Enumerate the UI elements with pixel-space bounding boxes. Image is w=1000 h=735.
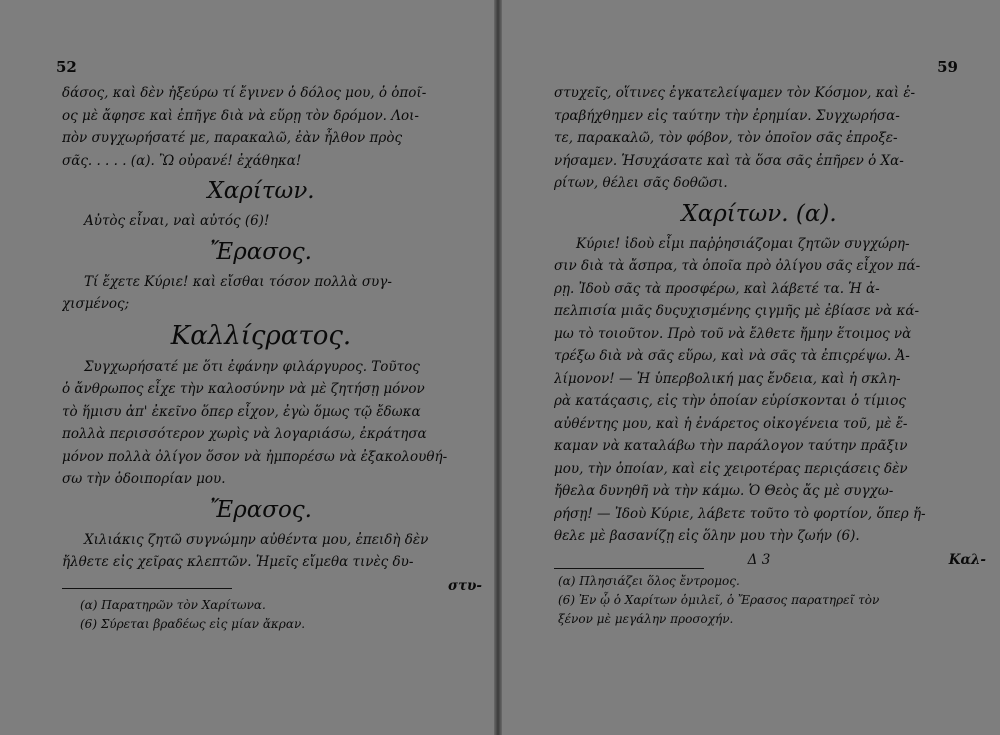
text-line: Συγχωρήσατέ με ὅτι ἐφάνην φιλάργυρος. Τοῦτος — [84, 358, 420, 375]
text-line: πελπισία μιᾶς δυςυχισμένης ςιγμῆς μὲ ἐβίασε νὰ κά- — [554, 303, 920, 319]
right-page — [502, 0, 1000, 735]
footnote-rule — [554, 568, 704, 569]
footnotes — [558, 572, 968, 629]
footnotes — [80, 596, 460, 634]
text-line: Τί ἔχετε Κύριε! καὶ εἴσθαι τόσον πολλὰ συγ- — [84, 273, 392, 290]
speaker-heading: Ἔρασος. — [210, 496, 312, 523]
text-line: καμαν νὰ καταλάβω τὴν παράλογον ταύτην πρᾶξιν — [554, 438, 908, 454]
speaker-heading: Χαρίτων. — [207, 178, 315, 204]
footnote: (α) Πλησιάζει ὅλος ἔντρομος. — [558, 574, 740, 588]
text-line: ρῃ. Ἰδοὺ σᾶς τὰ προσφέρω, καὶ λάβετέ τα. Ἡ ἀ- — [554, 280, 880, 297]
footnote: (6) Ἐν ᾧ ὁ Χαρίτων ὁμιλεῖ, ὁ Ἔρασος παρατηρεῖ τὸν — [558, 593, 880, 607]
speaker-heading: Καλλίςρατος. — [170, 320, 352, 351]
text-line: μω τὸ τοιοῦτον. Πρὸ τοῦ νὰ ἔλθετε ἤμην ἕτοιμος νὰ — [554, 325, 912, 342]
text-line: τραβήχθημεν εἰς ταύτην τὴν ἐρημίαν. Συγχωρήσα- — [554, 107, 900, 124]
left-page — [0, 0, 494, 735]
text-line: τρέξω διὰ νὰ σᾶς εὕρω, καὶ νὰ σᾶς τὰ ἐπιςρέψω. Ἀ- — [554, 348, 910, 364]
text-line: ρίτων, θέλει σᾶς δοθῶσι. — [554, 175, 728, 191]
text-line: τε, παρακαλῶ, τὸν φόβον, τὸν ὁποῖον σᾶς ἐπροξε- — [554, 130, 898, 146]
text-line: λίμονον! — Ἡ ὑπερβολική μας ἔνδεια, καὶ ἡ σκλη- — [554, 370, 901, 387]
text-line: χισμένος; — [62, 296, 130, 312]
page-text — [62, 82, 482, 598]
footnote-rule — [62, 588, 232, 589]
page-text — [554, 82, 986, 572]
text-line: ος μὲ ἄφησε καὶ ἐπῆγε διὰ νὰ εὕρῃ τὸν δρόμον. Λοι- — [62, 107, 419, 124]
text-line: νήσαμεν. Ἡσυχάσατε καὶ τὰ ὅσα σᾶς ἐπῆρεν ὁ Χα- — [554, 152, 904, 169]
page-number: 59 — [937, 58, 958, 76]
text-line: ὁ ἄνθρωπος εἶχε τὴν καλοσύνην νὰ μὲ ζητήσῃ μόνον — [62, 381, 425, 397]
text-line: αὐθέντης μου, καὶ ἡ ἐνάρετος οἰκογένεια τοῦ, μὲ ἔ- — [554, 415, 908, 432]
text-line: ἤθελα δυνηθῆ νὰ τὴν κάμω. Ὁ Θεὸς ἄς μὲ συγχω- — [554, 483, 894, 499]
text-line: σιν διὰ τὰ ἄσπρα, τὰ ὁποῖα πρὸ ὀλίγου σᾶς εἶχον πά- — [554, 258, 921, 274]
speaker-heading: Ἔρασος. — [210, 238, 312, 265]
speaker-heading: Χαρίτων. (α). — [681, 200, 837, 227]
text-line: θελε μὲ βασανίζῃ εἰς ὅλην μου τὴν ζωήν (6). — [554, 528, 860, 544]
text-line: μου, τὴν ὁποίαν, καὶ εἰς χειροτέρας περιςάσεις δὲν — [554, 460, 908, 477]
signature-mark: Δ 3 — [747, 551, 771, 568]
footnote: ξένον μὲ μεγάλην προσοχήν. — [558, 612, 734, 626]
text-line: Χιλιάκις ζητῶ συγνώμην αὐθέντα μου, ἐπειδὴ δὲν — [84, 531, 429, 548]
text-line: σᾶς. . . . . (α). Ὢ οὐρανέ! ἐχάθηκα! — [62, 152, 302, 169]
book-gutter — [494, 0, 502, 735]
text-line: Αὐτὸς εἶναι, ναὶ αὐτός (6)! — [84, 213, 270, 229]
catchword: στυ- — [447, 577, 482, 594]
text-line: πὸν συγχωρήσατέ με, παρακαλῶ, ἐὰν ἦλθον πρὸς — [62, 130, 403, 146]
text-line: μόνον πολλὰ ὀλίγον ὅσον νὰ ἠμπορέσω νὰ ἐξακολουθή- — [62, 448, 448, 465]
text-line: δάσος, καὶ δὲν ἠξεύρω τί ἔγινεν ὁ δόλος μου, ὁ ὁποῖ- — [62, 85, 427, 101]
page-number: 52 — [56, 58, 77, 76]
text-line: Κύριε! ἰδοὺ εἶμι παῤῥησιάζομαι ζητῶν συγχώρη- — [576, 235, 910, 252]
footnote: (α) Παρατηρῶν τὸν Χαρίτωνα. — [80, 598, 266, 612]
text-line: σω τὴν ὁδοιπορίαν μου. — [62, 471, 226, 487]
text-line: τὸ ἥμισυ ἀπ' ἐκεῖνο ὅπερ εἶχον, ἐγὼ ὅμως τῷ ἔδωκα — [62, 403, 421, 420]
text-line: στυχεῖς, οἵτινες ἐγκατελείψαμεν τὸν Κόσμον, καὶ ἐ- — [554, 85, 916, 101]
catchword-row — [62, 574, 482, 598]
footnote: (6) Σύρεται βραδέως εἰς μίαν ἄκραν. — [80, 617, 306, 631]
text-line: ρήσῃ! — Ἰδοὺ Κύριε, λάβετε τοῦτο τὸ φορτίον, ὅπερ ἤ- — [554, 505, 926, 522]
catchword: Καλ- — [948, 551, 986, 568]
text-line: ρὰ κατάςασις, εἰς τὴν ὁποίαν εὑρίσκονται ὁ τίμιος — [554, 393, 906, 409]
text-line: ἤλθετε εἰς χεῖρας κλεπτῶν. Ἡμεῖς εἴμεθα τινὲς δυ- — [62, 554, 414, 570]
text-line: πολλὰ περισσότερον χωρὶς νὰ λογαριάσω, ἐκράτησα — [62, 426, 427, 442]
